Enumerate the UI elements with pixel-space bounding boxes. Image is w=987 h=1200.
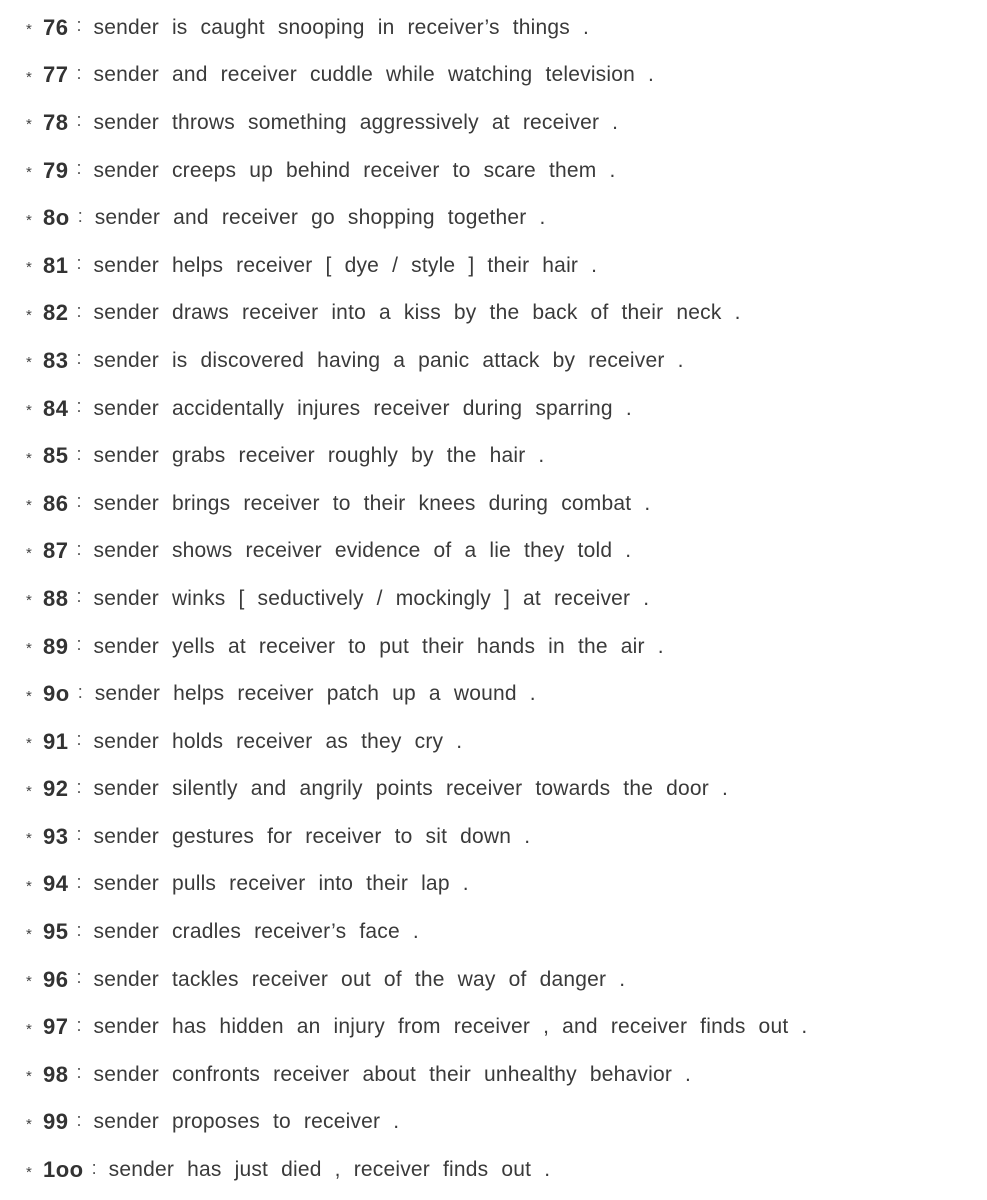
bullet-icon: * [26, 68, 32, 86]
prompt-list [26, 4, 976, 1194]
item-text: sender winks [ seductively / mockingly ] at receiver . [93, 586, 650, 610]
bullet-icon: * [26, 164, 32, 182]
bullet-icon: * [26, 449, 32, 467]
list-item [26, 528, 976, 576]
item-separator: : [76, 396, 82, 417]
item-separator: : [76, 871, 82, 892]
item-separator: : [76, 348, 82, 369]
list-item [26, 956, 976, 1004]
item-number: 96 [43, 966, 69, 992]
item-number: 81 [43, 252, 69, 278]
list-item [26, 290, 976, 338]
bullet-icon: * [26, 830, 32, 848]
item-text: sender gestures for receiver to sit down . [93, 824, 531, 848]
item-number: 76 [43, 14, 69, 40]
item-text: sender grabs receiver roughly by the hair . [93, 444, 545, 468]
item-number: 86 [43, 490, 69, 516]
item-number: 82 [43, 300, 69, 326]
item-number: 88 [43, 585, 69, 611]
item-text: sender draws receiver into a kiss by the back of their neck . [93, 301, 741, 325]
item-separator: : [76, 1109, 82, 1130]
item-separator: : [76, 919, 82, 940]
bullet-icon: * [26, 306, 32, 324]
bullet-icon: * [26, 1020, 32, 1038]
item-number: 84 [43, 395, 69, 421]
item-separator: : [76, 538, 82, 559]
list-item [26, 385, 976, 433]
list-item [26, 908, 976, 956]
item-separator: : [76, 1014, 82, 1035]
bullet-icon: * [26, 116, 32, 134]
item-number: 93 [43, 823, 69, 849]
list-item [26, 1099, 976, 1147]
bullet-icon: * [26, 640, 32, 658]
list-item [26, 194, 976, 242]
list-item [26, 1051, 976, 1099]
list-item [26, 718, 976, 766]
bullet-icon: * [26, 735, 32, 753]
list-item [26, 52, 976, 100]
item-separator: : [76, 15, 82, 36]
bullet-icon: * [26, 925, 32, 943]
bullet-icon: * [26, 592, 32, 610]
item-number: 92 [43, 776, 69, 802]
bullet-icon: * [26, 973, 32, 991]
item-text: sender cradles receiver’s face . [93, 920, 419, 944]
list-item [26, 242, 976, 290]
item-separator: : [77, 205, 83, 226]
bullet-icon: * [26, 259, 32, 277]
item-text: sender silently and angrily points receiver towards the door . [93, 777, 729, 801]
item-separator: : [91, 1157, 97, 1178]
bullet-icon: * [26, 21, 32, 39]
list-item [26, 670, 976, 718]
list-item [26, 480, 976, 528]
item-text: sender is caught snooping in receiver’s things . [93, 15, 590, 39]
bullet-icon: * [26, 877, 32, 895]
item-number: 78 [43, 109, 69, 135]
item-number: 83 [43, 347, 69, 373]
item-text: sender shows receiver evidence of a lie they told . [93, 539, 632, 563]
item-number: 79 [43, 157, 69, 183]
list-item [26, 99, 976, 147]
item-separator: : [76, 824, 82, 845]
list-item [26, 861, 976, 909]
item-separator: : [76, 253, 82, 274]
list-item [26, 813, 976, 861]
item-number: 97 [43, 1014, 69, 1040]
list-item [26, 432, 976, 480]
item-text: sender yells at receiver to put their hands in the air . [93, 634, 664, 658]
item-text: sender helps receiver [ dye / style ] their hair . [93, 253, 598, 277]
item-separator: : [76, 776, 82, 797]
item-separator: : [76, 491, 82, 512]
item-text: sender is discovered having a panic attack by receiver . [93, 348, 684, 372]
item-text: sender throws something aggressively at receiver . [93, 110, 619, 134]
bullet-icon: * [26, 497, 32, 515]
item-number: 99 [43, 1109, 69, 1135]
item-text: sender creeps up behind receiver to scare them . [93, 158, 616, 182]
item-number: 1oo [43, 1157, 84, 1183]
item-separator: : [76, 110, 82, 131]
item-number: 77 [43, 62, 69, 88]
item-separator: : [76, 634, 82, 655]
bullet-icon: * [26, 782, 32, 800]
item-number: 91 [43, 728, 69, 754]
item-number: 8o [43, 205, 70, 231]
item-text: sender accidentally injures receiver during sparring . [93, 396, 632, 420]
item-separator: : [76, 443, 82, 464]
item-text: sender holds receiver as they cry . [93, 729, 463, 753]
item-text: sender has just died , receiver finds out . [108, 1158, 551, 1182]
bullet-icon: * [26, 544, 32, 562]
bullet-icon: * [26, 1163, 32, 1181]
item-number: 87 [43, 538, 69, 564]
item-number: 89 [43, 633, 69, 659]
item-number: 94 [43, 871, 69, 897]
item-text: sender has hidden an injury from receiver , and receiver finds out . [93, 1015, 808, 1039]
item-text: sender and receiver go shopping together . [94, 206, 546, 230]
item-separator: : [76, 729, 82, 750]
bullet-icon: * [26, 211, 32, 229]
list-item [26, 766, 976, 814]
item-separator: : [76, 967, 82, 988]
list-item [26, 337, 976, 385]
item-text: sender pulls receiver into their lap . [93, 872, 469, 896]
list-item [26, 4, 976, 52]
item-number: 9o [43, 681, 70, 707]
item-text: sender proposes to receiver . [93, 1110, 400, 1134]
list-item [26, 623, 976, 671]
bullet-icon: * [26, 687, 32, 705]
list-item [26, 1146, 976, 1194]
item-separator: : [76, 586, 82, 607]
item-number: 85 [43, 443, 69, 469]
item-text: sender tackles receiver out of the way of danger . [93, 967, 626, 991]
item-number: 95 [43, 919, 69, 945]
item-number: 98 [43, 1061, 69, 1087]
item-text: sender confronts receiver about their unhealthy behavior . [93, 1062, 692, 1086]
list-item [26, 1003, 976, 1051]
item-separator: : [76, 158, 82, 179]
item-text: sender brings receiver to their knees during combat . [93, 491, 651, 515]
bullet-icon: * [26, 1115, 32, 1133]
item-text: sender helps receiver patch up a wound . [94, 682, 536, 706]
list-item [26, 147, 976, 195]
list-item [26, 575, 976, 623]
item-separator: : [77, 681, 83, 702]
item-text: sender and receiver cuddle while watching television . [93, 63, 655, 87]
item-separator: : [76, 1062, 82, 1083]
bullet-icon: * [26, 354, 32, 372]
item-separator: : [76, 300, 82, 321]
item-separator: : [76, 62, 82, 83]
bullet-icon: * [26, 402, 32, 420]
bullet-icon: * [26, 1068, 32, 1086]
